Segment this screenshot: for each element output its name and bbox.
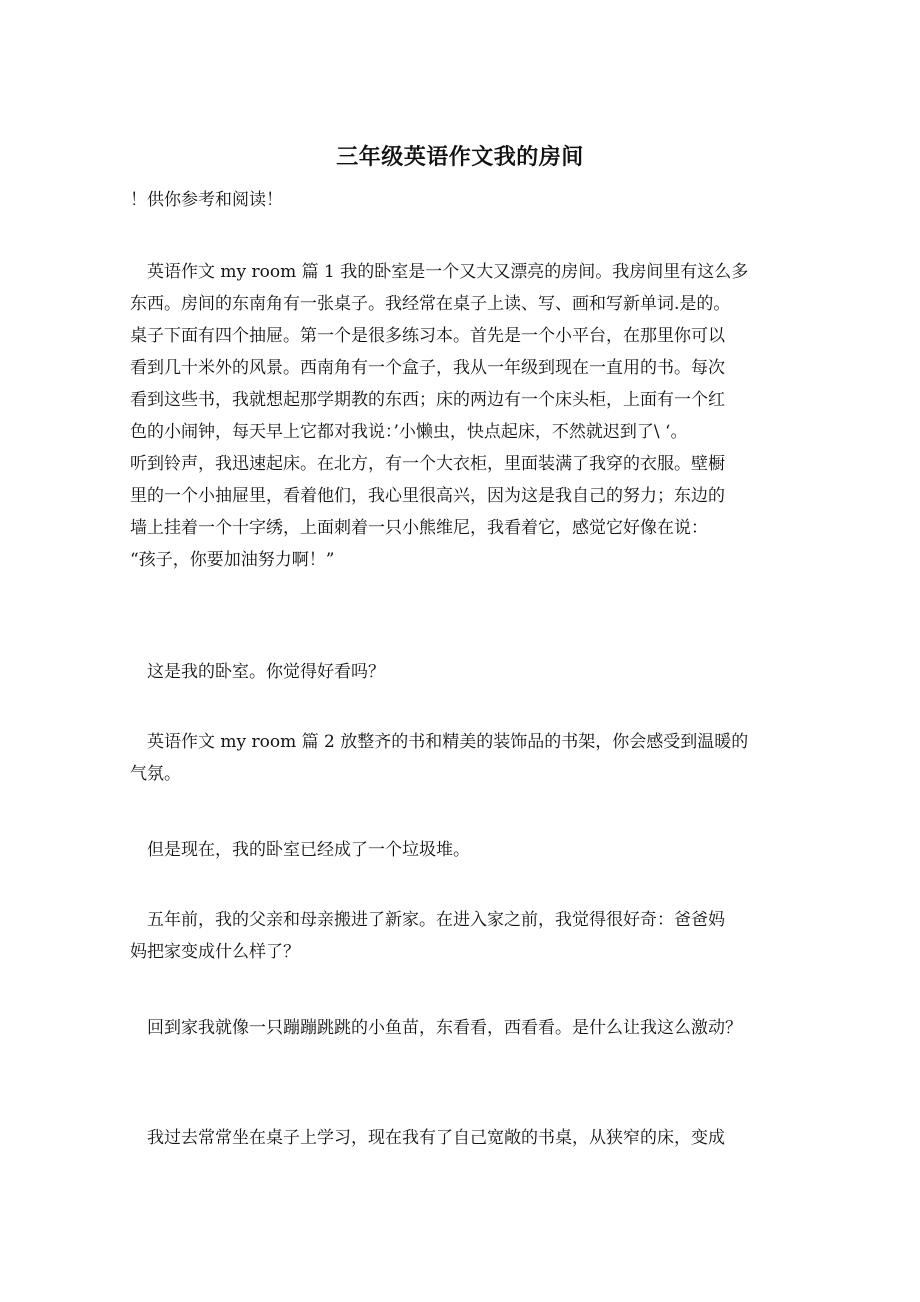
paragraph-line: 英语作文 my room 篇 2 放整齐的书和精美的装饰品的书架，你会感受到温暖的 (130, 732, 749, 752)
paragraph-line: 妈把家变成什么样了？ (130, 942, 300, 962)
paragraph-line: 听到铃声，我迅速起床。在北方，有一个大衣柜，里面装满了我穿的衣服。壁橱 (130, 454, 725, 474)
paragraph-line: 五年前，我的父亲和母亲搬进了新家。在进入家之前，我觉得很好奇：爸爸妈 (130, 910, 725, 930)
intro-note (130, 184, 795, 216)
paragraph-line: 看到这些书，我就想起那学期教的东西；床的两边有一个床头柜，上面有一个红 (130, 390, 725, 410)
paragraph-new-desk (130, 1122, 795, 1154)
paragraph-line: 墙上挂着一个十字绣，上面刺着一只小熊维尼，我看着它，感觉它好像在说： (130, 518, 708, 538)
paragraph-line: 但是现在，我的卧室已经成了一个垃圾堆。 (130, 840, 470, 860)
paragraph-messy-room (130, 834, 795, 866)
paragraph-line: 这是我的卧室。你觉得好看吗？ (130, 662, 385, 682)
paragraph-room-essay-1 (130, 256, 795, 576)
paragraph-line: 看到几十米外的风景。西南角有一个盒子，我从一年级到现在一直用的书。每次 (130, 358, 725, 378)
paragraph-new-home (130, 904, 795, 968)
paragraph-line: 气氛。 (130, 764, 181, 784)
paragraph-line: “孩子，你要加油努力啊！” (130, 550, 335, 570)
paragraph-line: 我过去常常坐在桌子上学习，现在我有了自己宽敞的书桌，从狭窄的床，变成 (130, 1128, 725, 1148)
paragraph-line: 英语作文 my room 篇 1 我的卧室是一个又大又漂亮的房间。我房间里有这么多 (130, 262, 749, 282)
paragraph-line: 东西。房间的东南角有一张桌子。我经常在桌子上读、写、画和写新单词.是的。 (130, 294, 731, 314)
paragraph-excited (130, 1012, 795, 1044)
paragraph-line: 回到家我就像一只蹦蹦跳跳的小鱼苗，东看看，西看看。是什么让我这么激动？ (130, 1018, 742, 1038)
paragraph-room-essay-2 (130, 726, 795, 790)
paragraph-room-question (130, 656, 795, 688)
intro-line: ！供你参考和阅读！ (130, 190, 283, 210)
document-title: 三年级英语作文我的房间 (336, 144, 584, 170)
paragraph-line: 桌子下面有四个抽屉。第一个是很多练习本。首先是一个小平台，在那里你可以 (130, 326, 725, 346)
paragraph-line: 色的小闹钟，每天早上它都对我说：’小懒虫，快点起床，不然就迟到了\ ‘。 (130, 422, 688, 442)
paragraph-line: 里的一个小抽屉里，看着他们，我心里很高兴，因为这是我自己的努力；东边的 (130, 486, 725, 506)
